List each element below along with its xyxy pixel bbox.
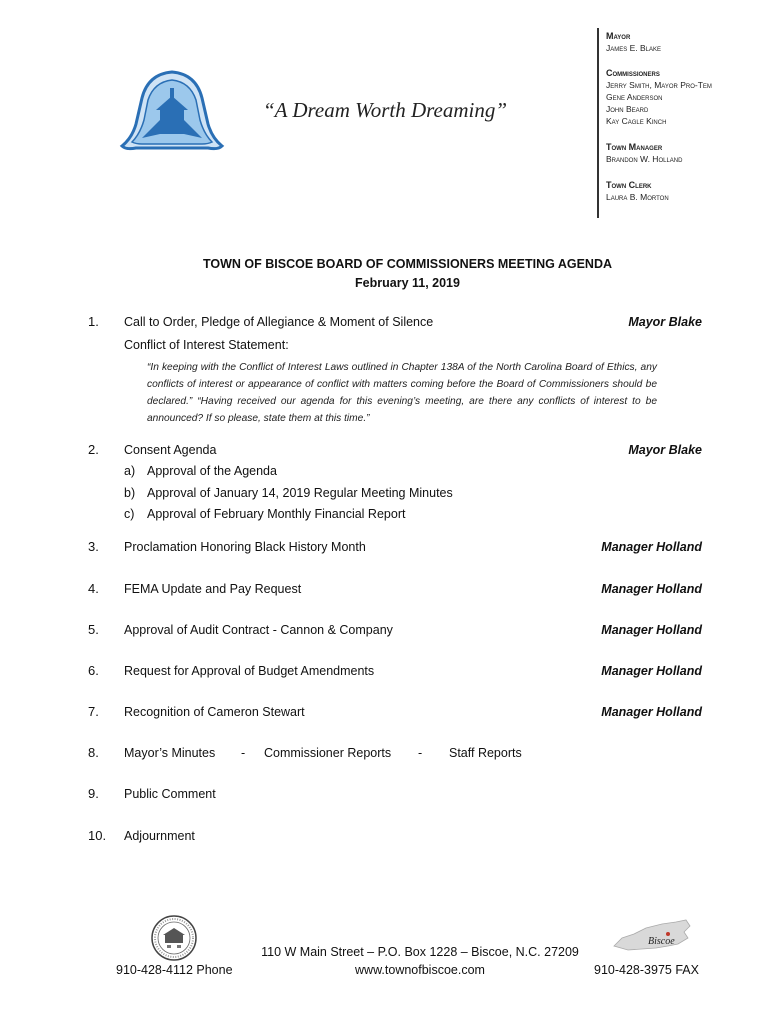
item-presenter: Manager Holland (601, 664, 702, 678)
subitem-text: Approval of the Agenda (147, 464, 277, 478)
item-separator: - (241, 746, 246, 760)
item-text: Proclamation Honoring Black History Month (124, 540, 366, 554)
item-number: 10. (88, 828, 107, 843)
commissioner-name: John Beard (606, 104, 649, 114)
item-presenter: Manager Holland (601, 705, 702, 719)
item-separator: - (418, 746, 423, 760)
footer-address: 110 W Main Street – P.O. Box 1228 – Biscoe, N.C. 27209 (261, 945, 579, 959)
subitem-text: Approval of January 14, 2019 Regular Meeting Minutes (147, 486, 453, 500)
manager-block (606, 141, 682, 165)
item-number: 4. (88, 581, 99, 596)
item-presenter: Mayor Blake (628, 443, 702, 457)
item-number: 6. (88, 663, 99, 678)
item-number: 7. (88, 704, 99, 719)
mayor-name: James E. Blake (606, 43, 662, 53)
subitem-letter: a) (124, 464, 136, 478)
commissioner-name: Gene Anderson (606, 92, 663, 102)
item-text-part2: Commissioner Reports (264, 746, 392, 760)
commissioners-block (606, 67, 712, 127)
manager-title: Town Manager (606, 142, 663, 152)
item-number: 2. (88, 442, 99, 457)
clerk-title: Town Clerk (606, 180, 652, 190)
town-bell-logo (118, 68, 226, 156)
item-presenter: Manager Holland (601, 540, 702, 554)
item-presenter: Manager Holland (601, 582, 702, 596)
item-text: Consent Agenda (124, 443, 217, 457)
item-text: Approval of Audit Contract - Cannon & Company (124, 623, 393, 637)
item-text: Adjournment (124, 829, 195, 843)
item-number: 1. (88, 314, 99, 329)
mayor-block (606, 30, 661, 54)
item-presenter: Mayor Blake (628, 315, 702, 329)
agenda-title: TOWN OF BISCOE BOARD OF COMMISSIONERS MEETING AGENDA (202, 257, 613, 271)
manager-name: Brandon W. Holland (606, 154, 683, 164)
footer-fax: 910-428-3975 FAX (594, 963, 699, 977)
footer-phone: 910-428-4112 Phone (116, 963, 233, 977)
item-presenter: Manager Holland (601, 623, 702, 637)
meeting-date: February 11, 2019 (355, 276, 460, 290)
item-number: 9. (88, 786, 99, 801)
subitem-letter: c) (124, 507, 135, 521)
subitem-text: Approval of February Monthly Financial Report (147, 507, 406, 521)
commissioners-title: Commissioners (606, 68, 660, 78)
item-text: Call to Order, Pledge of Allegiance & Moment of Silence (124, 315, 434, 329)
item-number: 3. (88, 539, 99, 554)
item-text: Mayor’s Minutes (124, 746, 216, 760)
consent-subitem (124, 507, 405, 521)
footer-website[interactable]: www.townofbiscoe.com (355, 963, 485, 977)
conflict-statement: “In keeping with the Conflict of Interest Laws outlined in Chapter 138A of the North Carolina Board of Ethics, any conflicts of interest or appearance of conflict with matters coming before the Board of Commissioners should be declared.” “Having received our agenda for this evening’s meeting, are there any conflicts of interest to be announced? If so please, state them at this time.” (147, 362, 657, 424)
commissioner-name: Kay Cagle Kinch (606, 116, 667, 126)
item-number: 5. (88, 622, 99, 637)
item-number: 8. (88, 745, 99, 760)
subitem-letter: b) (124, 486, 136, 500)
mayor-title: Mayor (606, 31, 631, 41)
header-divider (597, 28, 599, 218)
consent-subitem (124, 464, 277, 478)
clerk-name: Laura B. Morton (606, 192, 669, 202)
item-text-part3: Staff Reports (449, 746, 522, 760)
conflict-heading: Conflict of Interest Statement: (124, 338, 289, 352)
commissioner-name: Jerry Smith, Mayor Pro-Tem (606, 80, 712, 90)
item-text: Public Comment (124, 787, 216, 801)
item-text: FEMA Update and Pay Request (124, 582, 302, 596)
clerk-block (606, 179, 669, 203)
state-logo-text: Biscoe (648, 936, 675, 947)
item-text: Request for Approval of Budget Amendments (124, 664, 375, 678)
town-motto: “A Dream Worth Dreaming” (263, 98, 508, 122)
item-text: Recognition of Cameron Stewart (124, 705, 305, 719)
consent-subitem (124, 486, 453, 500)
